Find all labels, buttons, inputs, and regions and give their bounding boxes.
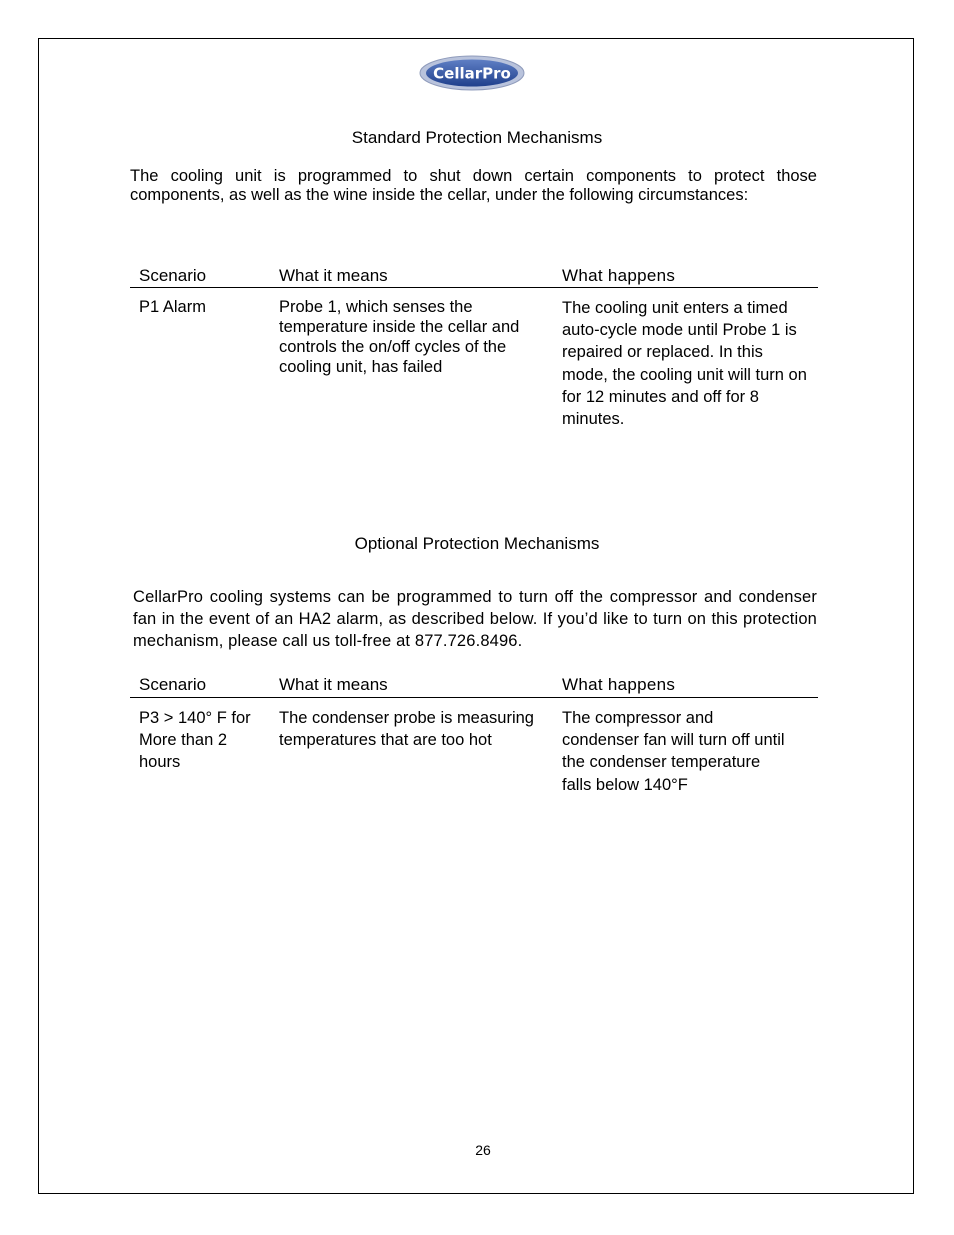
- cellarpro-logo: [419, 55, 525, 91]
- table1-header-happens: What happens: [562, 266, 676, 285]
- section1-title: Standard Protection Mechanisms: [351, 128, 603, 147]
- table2-row1-happens: The compressor and condenser fan will turn off until the condenser temperature falls below 140°F: [562, 709, 785, 794]
- table2-header-rule: [130, 697, 818, 698]
- table1-header-meaning: What it means: [279, 266, 388, 285]
- section2-intro: CellarPro cooling systems can be programmed to turn off the compressor and condenser fan in the event of an HA2 alarm, as described below. If you’d like to turn on this protection mechanism, please call us toll-free at 877.726.8496.: [133, 588, 817, 650]
- table1-row1-meaning: Probe 1, which senses the temperature inside the cellar and controls the on/off cycles of the cooling unit, has failed: [279, 298, 520, 376]
- svg-text:CellarPro: CellarPro: [433, 64, 511, 83]
- table2-header-scenario: Scenario: [139, 675, 207, 694]
- table1-header-rule: [130, 287, 818, 288]
- page-number: 26: [475, 1142, 491, 1158]
- section1-intro: The cooling unit is programmed to shut down certain components to protect those components, as well as the wine inside the cellar, under the following circumstances:: [130, 167, 817, 204]
- table2-row1-scenario: P3 > 140° F for More than 2 hours: [139, 709, 251, 772]
- table2-header-meaning: What it means: [279, 675, 388, 694]
- table1-row1-happens: The cooling unit enters a timed auto-cycle mode until Probe 1 is repaired or replaced. In this mode, the cooling unit will turn on for 12 minutes and off for 8 minutes.: [562, 299, 807, 429]
- table1-header-scenario: Scenario: [139, 266, 207, 285]
- table2-row1-meaning: The condenser probe is measuring temperatures that are too hot: [279, 709, 534, 750]
- table2-header-happens: What happens: [562, 675, 676, 694]
- table1-row1-scenario: P1 Alarm: [139, 298, 206, 316]
- section2-title: Optional Protection Mechanisms: [354, 534, 600, 553]
